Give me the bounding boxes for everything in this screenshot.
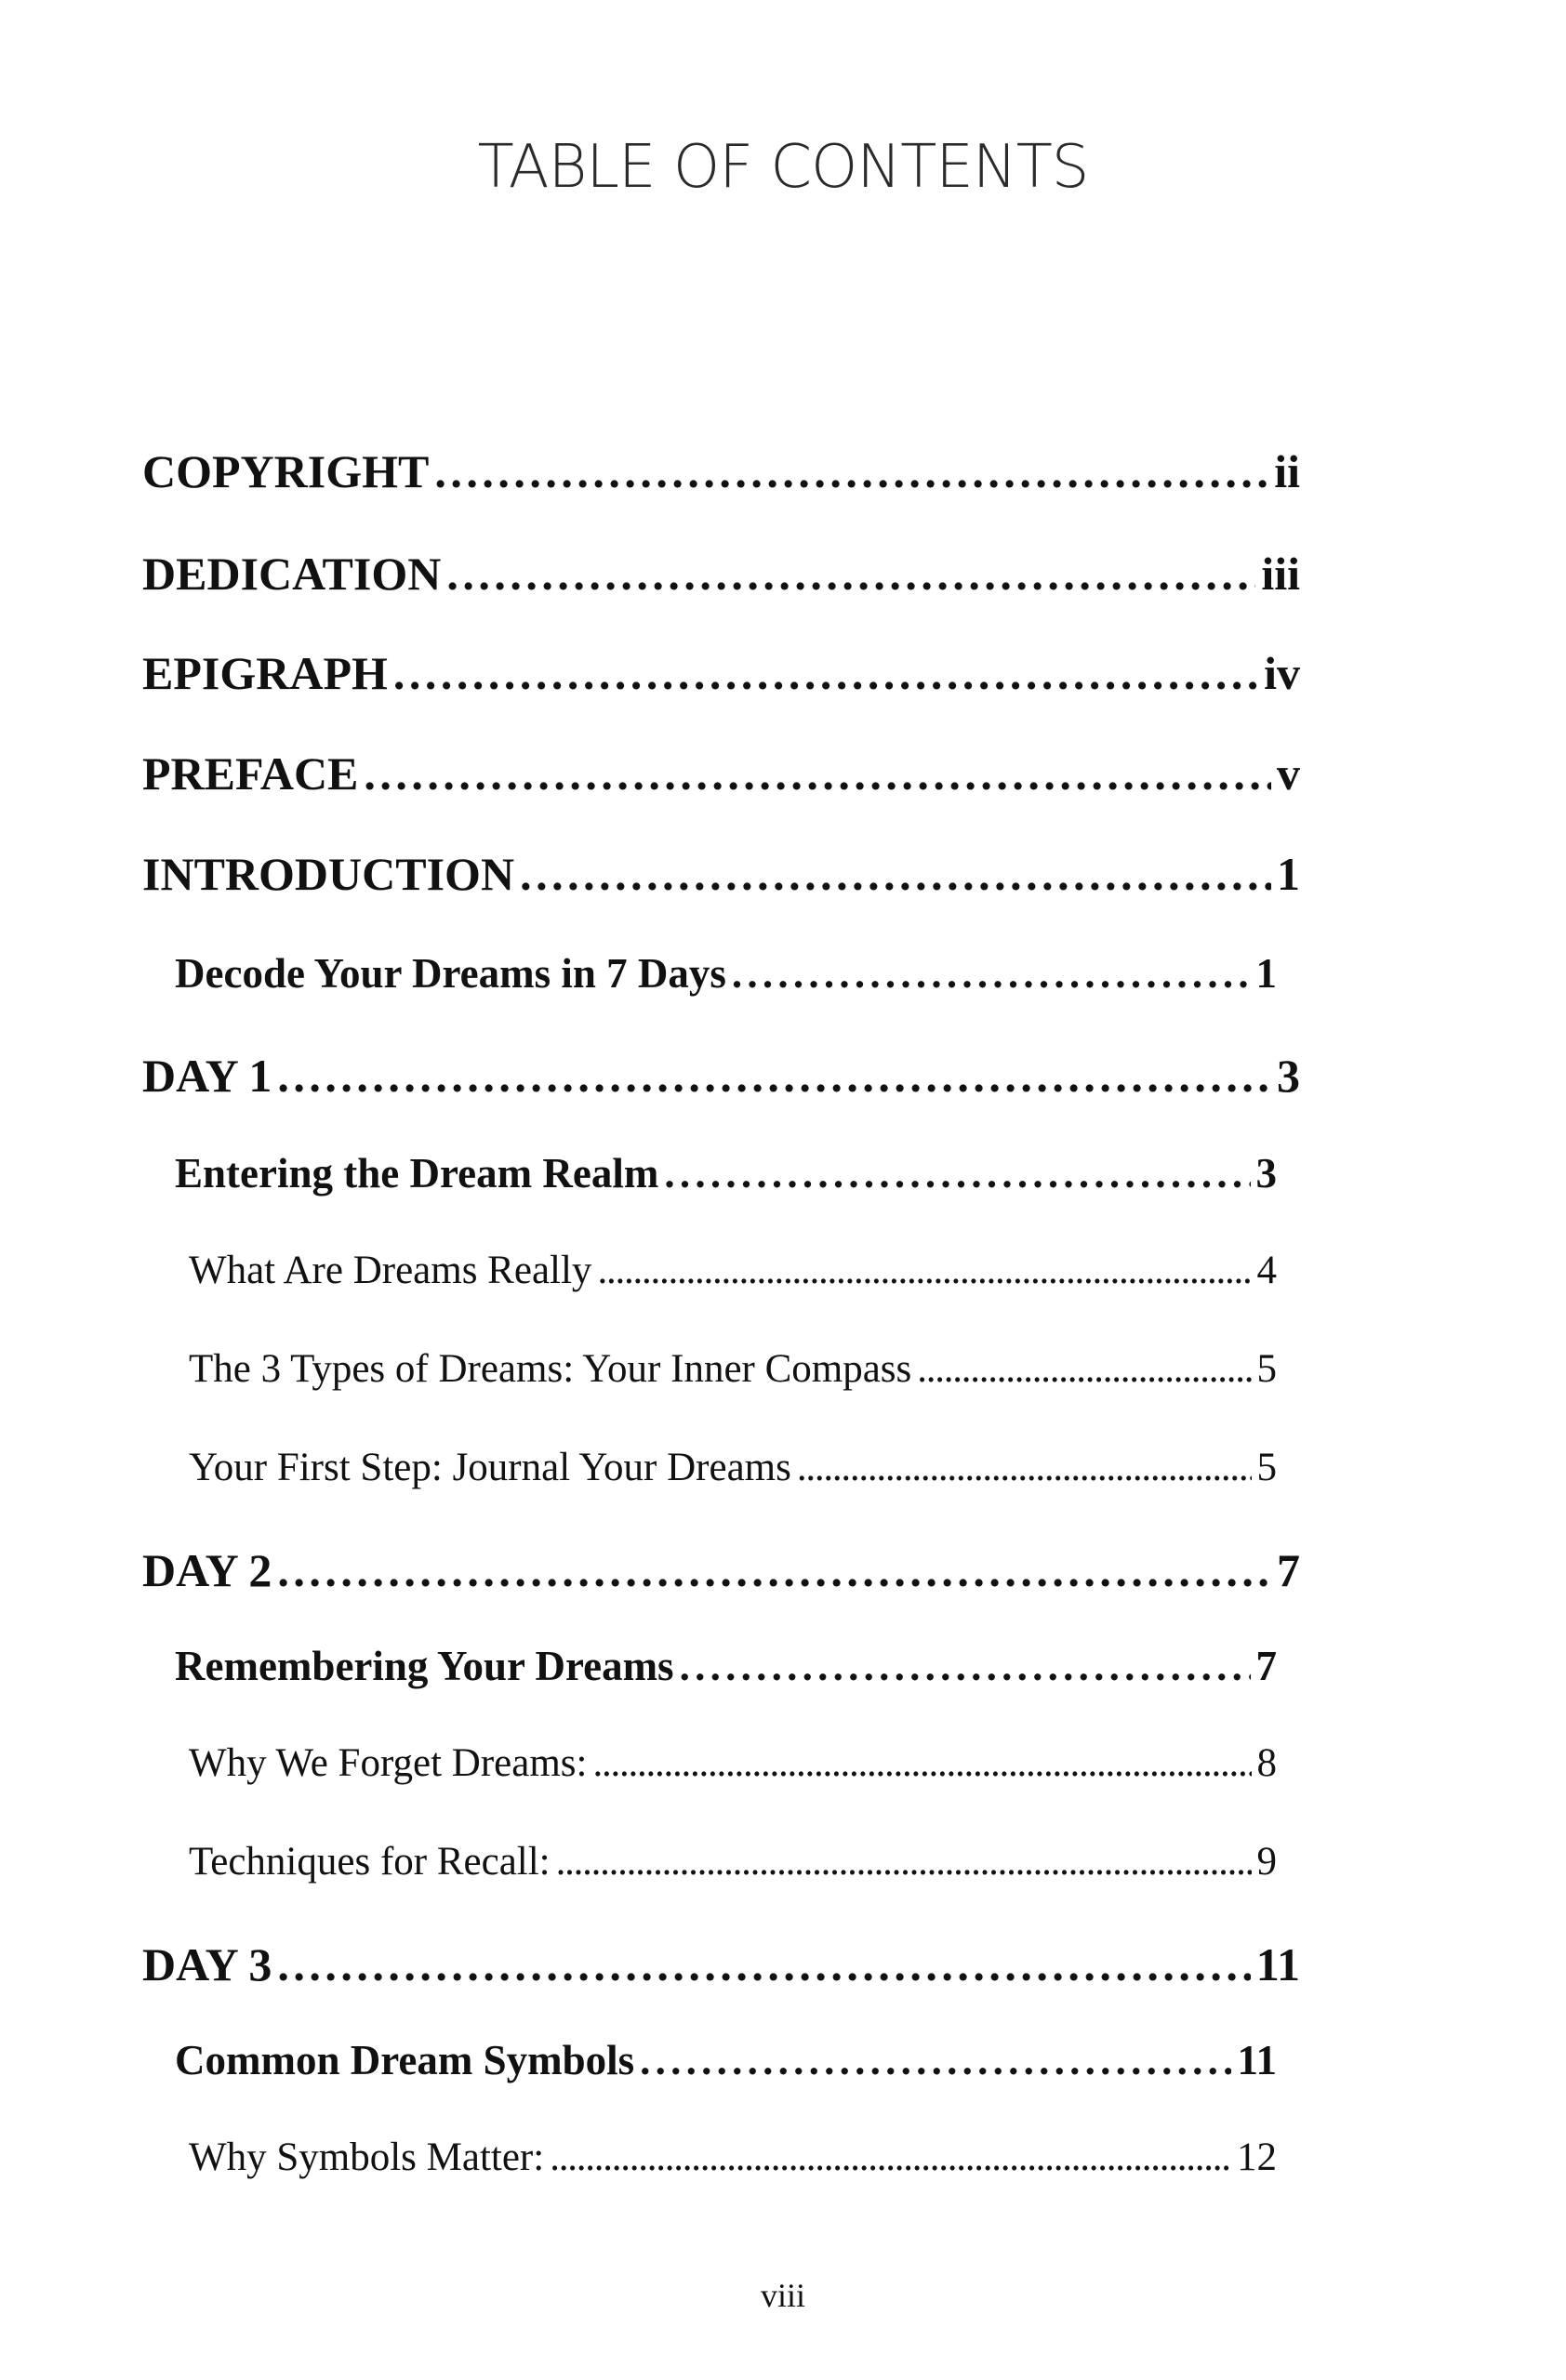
toc-entry-why-symbols[interactable] (189, 2135, 1277, 2188)
toc-entry-day-2[interactable] (142, 1543, 1300, 1603)
toc-entry-label: Why We Forget Dreams: (189, 1741, 588, 1785)
toc-entry-label: Common Dream Symbols (175, 2037, 635, 2083)
toc-entry-label: What Are Dreams Really (189, 1249, 592, 1292)
toc-entry-page: 12 (1237, 2135, 1277, 2179)
toc-entry-label: Decode Your Dreams in 7 Days (175, 950, 726, 997)
toc-entry-decode-dreams[interactable] (175, 949, 1277, 1005)
toc-entry-remembering-dreams[interactable] (175, 1642, 1277, 1698)
toc-entry-label: DAY 3 (142, 1938, 272, 1990)
dot-leader (277, 1937, 1250, 1991)
toc-entry-label: Your First Step: Journal Your Dreams (189, 1446, 791, 1489)
toc-entry-copyright[interactable] (142, 444, 1300, 504)
toc-entry-page: ii (1274, 445, 1300, 497)
toc-entry-day-1[interactable] (142, 1049, 1300, 1108)
toc-entry-page: v (1277, 747, 1300, 800)
toc-entry-label: COPYRIGHT (142, 445, 430, 497)
toc-entry-page: 3 (1255, 1150, 1277, 1197)
dot-leader (556, 1839, 1252, 1884)
toc-entry-page: 5 (1256, 1446, 1277, 1489)
toc-entry-why-forget[interactable] (189, 1740, 1277, 1794)
toc-entry-label: Entering the Dream Realm (175, 1150, 659, 1197)
toc-entry-dedication[interactable] (142, 547, 1300, 606)
toc-entry-journal-dreams[interactable] (189, 1445, 1277, 1499)
page-title: TABLE OF CONTENTS (477, 133, 1089, 202)
dot-leader (277, 1543, 1271, 1597)
toc-entry-label: DAY 1 (142, 1050, 272, 1102)
toc-entry-page: 11 (1255, 1938, 1300, 1990)
dot-leader (520, 847, 1271, 901)
toc-entry-label: The 3 Types of Dreams: Your Inner Compass (189, 1347, 912, 1391)
toc-entry-page: 11 (1237, 2037, 1277, 2083)
toc-entry-page: iv (1264, 647, 1300, 699)
dot-leader (550, 2135, 1231, 2180)
dot-leader (797, 1445, 1252, 1490)
toc-entry-label: EPIGRAPH (142, 647, 388, 699)
toc-entry-three-types[interactable] (189, 1346, 1277, 1400)
toc-entry-label: Techniques for Recall: (189, 1840, 551, 1884)
dot-leader (680, 1642, 1251, 1690)
toc-entry-common-symbols[interactable] (175, 2036, 1277, 2092)
toc-entry-page: iii (1261, 548, 1300, 600)
toc-entry-epigraph[interactable] (142, 646, 1300, 706)
toc-entry-page: 1 (1277, 848, 1300, 900)
toc-entry-label: DAY 2 (142, 1544, 272, 1596)
toc-entry-techniques-recall[interactable] (189, 1839, 1277, 1893)
dot-leader (393, 646, 1258, 700)
toc-entry-page: 5 (1256, 1347, 1277, 1391)
dot-leader (434, 444, 1268, 498)
toc-entry-label: INTRODUCTION (142, 848, 515, 900)
toc-entry-page: 9 (1256, 1840, 1277, 1884)
toc-entry-label: Why Symbols Matter: (189, 2135, 545, 2179)
page-number: viii (760, 2277, 805, 2314)
dot-leader (597, 1248, 1251, 1293)
toc-entry-page: 4 (1256, 1249, 1277, 1292)
dot-leader (364, 747, 1271, 800)
dot-leader (917, 1346, 1251, 1392)
toc-entry-preface[interactable] (142, 747, 1300, 806)
toc-entry-page: 1 (1255, 950, 1277, 997)
toc-entry-what-are-dreams[interactable] (189, 1248, 1277, 1302)
toc-entry-label: Remembering Your Dreams (175, 1643, 674, 1689)
dot-leader (732, 949, 1251, 998)
toc-entry-page: 7 (1255, 1643, 1277, 1689)
toc-entry-page: 7 (1277, 1544, 1300, 1596)
toc-entry-page: 3 (1277, 1050, 1300, 1102)
dot-leader (277, 1049, 1271, 1103)
dot-leader (446, 547, 1255, 601)
toc-entry-entering-dream-realm[interactable] (175, 1149, 1277, 1205)
toc-entry-page: 8 (1256, 1741, 1277, 1785)
toc-entry-label: PREFACE (142, 747, 359, 800)
toc-entry-introduction[interactable] (142, 847, 1300, 906)
toc-entry-day-3[interactable] (142, 1937, 1300, 1997)
dot-leader (592, 1740, 1251, 1786)
toc-entry-label: DEDICATION (142, 548, 442, 600)
dot-leader (640, 2036, 1231, 2084)
dot-leader (664, 1149, 1250, 1197)
